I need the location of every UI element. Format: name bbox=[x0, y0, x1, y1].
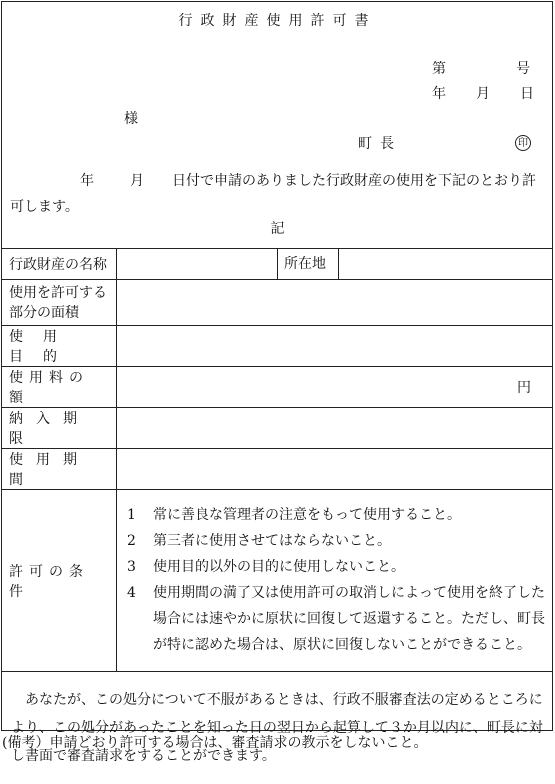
intro-year: 年 bbox=[80, 173, 94, 189]
period-label: 使用期間 bbox=[1, 449, 117, 490]
purpose-value bbox=[117, 326, 554, 367]
fee-unit: 円 bbox=[117, 367, 554, 408]
permit-table bbox=[1, 248, 553, 784]
conditions-cell bbox=[117, 490, 554, 672]
name-label: 行政財産の名称 bbox=[1, 249, 117, 280]
seal-mark: 印 bbox=[515, 135, 531, 151]
intro-paragraph bbox=[10, 168, 546, 220]
document-title: 行政財産使用許可書 bbox=[178, 13, 377, 29]
intro-month: 月 bbox=[130, 173, 144, 189]
appeal-cell bbox=[1, 672, 553, 784]
name-value bbox=[117, 249, 278, 279]
condition-item: 3 使用目的以外の目的に使用しないこと。 bbox=[127, 559, 405, 575]
location-label: 所在地 bbox=[278, 249, 339, 279]
purpose-label: 使用目的 bbox=[1, 326, 117, 367]
period-value bbox=[117, 449, 554, 490]
area-label-line2: 部分の面積 bbox=[9, 304, 79, 321]
name-row bbox=[117, 249, 554, 280]
conditions-list bbox=[123, 490, 545, 658]
number-prefix: 第 bbox=[432, 61, 446, 77]
area-label bbox=[1, 280, 117, 326]
issue-date-year: 年 bbox=[432, 86, 446, 102]
addressee-suffix: 様 bbox=[124, 111, 138, 127]
appeal-notice: あなたが、この処分について不服があるときは、行政不服審査法の定めるところにより、この処分があったことを知った日の翌日から起算して３か月以内に、町長に対し書面で審査請求をすることができます。 bbox=[11, 692, 543, 764]
number-suffix: 号 bbox=[516, 61, 530, 77]
area-value bbox=[117, 280, 554, 326]
area-label-line1: 使用を許可する bbox=[9, 284, 107, 301]
intro-text: 日付で申請のありました行政財産の使用を下記のとおり許可します。 bbox=[10, 173, 536, 215]
fee-label: 使用料の額 bbox=[1, 367, 117, 408]
condition-item: 1 常に善良な管理者の注意をもって使用すること。 bbox=[127, 507, 461, 523]
issue-date-day: 日 bbox=[520, 86, 534, 102]
location-value bbox=[339, 249, 553, 279]
issuer-title: 町長 bbox=[358, 136, 402, 152]
issue-date-month: 月 bbox=[476, 86, 490, 102]
payment-value bbox=[117, 408, 554, 449]
conditions-label: 許可の条件 bbox=[1, 490, 117, 672]
ki-heading: 記 bbox=[270, 221, 285, 237]
remarks-note: (備考）申請どおり許可する場合は、審査請求の教示をしないこと。 bbox=[2, 735, 428, 751]
condition-item: 2 第三者に使用させてはならないこと。 bbox=[127, 533, 391, 549]
condition-item: 4 使用期間の満了又は使用許可の取消しによって使用を終了した場合には速やかに原状に回復して返還すること。ただし、町長が特に認めた場合は、原状に回復しないことができること。 bbox=[127, 585, 545, 653]
payment-label: 納入期限 bbox=[1, 408, 117, 449]
